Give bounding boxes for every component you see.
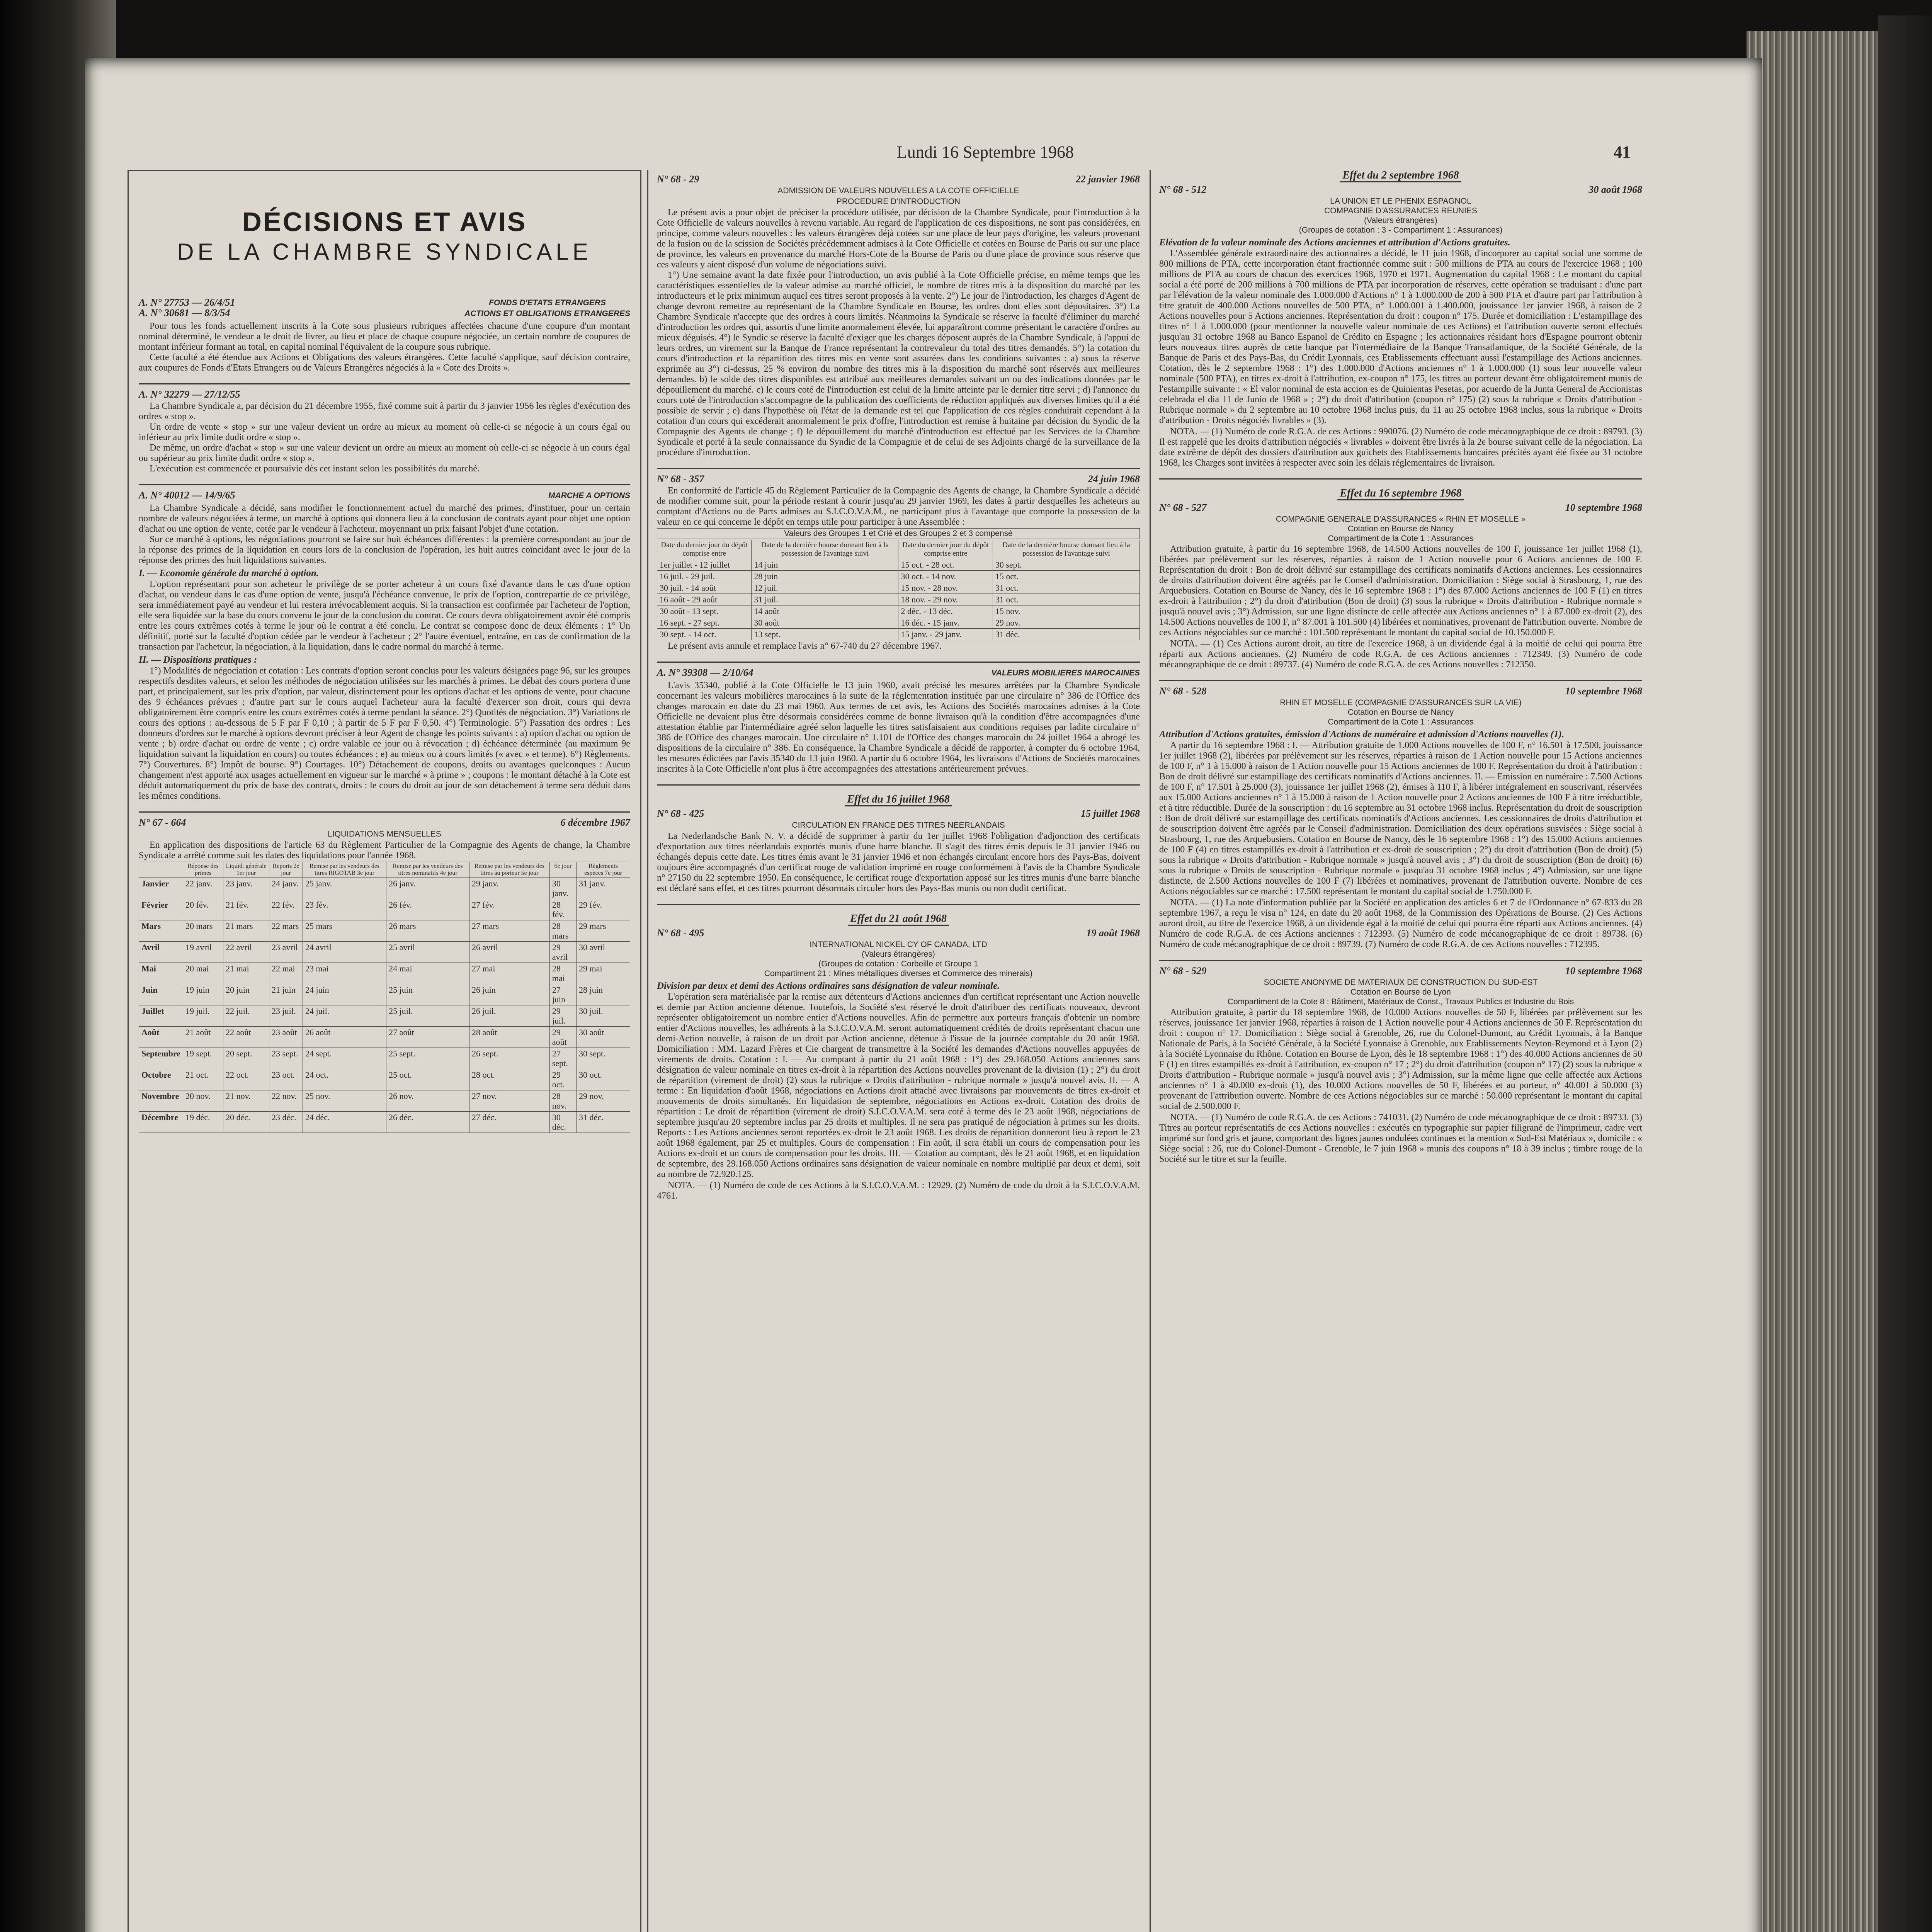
notice-title: LIQUIDATIONS MENSUELLES — [328, 830, 441, 838]
table-row — [139, 878, 630, 899]
book-cover-edge — [1878, 15, 1932, 1932]
notice-rhin-moselle-iard — [1159, 488, 1642, 670]
notice-foreign-funds — [139, 297, 630, 373]
table-cell: 29 fév. — [577, 899, 630, 920]
table-cell: 23 août — [269, 1027, 303, 1048]
table-cell: 24 juil. — [303, 1005, 386, 1027]
notice-ref: N° 68 - 512 — [1159, 184, 1207, 195]
notice-body: Attribution gratuite, à partir du 16 septembre 1968, de 14.500 Actions nouvelles de 100 F, jouissance 1er juillet 1968 (1), libérées par prélèvement sur les réserves, réparties à raison de 1 Action nouvelle pour 6 Actions anciennes de 100 F. Représentation du droit : Bon de droit délivré sur estampillage des certificats nominatifs d'Actions anciennes. Les cessionnaires de droits d'attribution doivent être agréés par le Conseil d'administration. Domiciliation : Siège social à Strasbourg, 1, rue des Arquebusiers. Cotation en Bourse de Nancy, dès le 16 septembre 1968 : 1°) des 87.000 Actions anciennes de 100 F (1) en titres ex-droit à l'attribution ; 2°) du droit d'attribution (Bon de droit) (3) sous la rubrique « Droits d'attribution - Rubrique normale » jusqu'à nouvel avis ; 3°) Admission, sur une ligne distincte de celle affectée aux Actions anciennes n° 1 à 87.000 ex-droit (2), des 14.500 Actions nouvelles de 100 F, n° 87.001 à 101.500 (4) libérées et nominatives, provenant de l'attribution ouverte. Nombre de ces Actions négociables sur ce marché : 101.500 représentant le montant du capital social de 10.150.000 F. — [1159, 544, 1642, 638]
notice-notes: NOTA. — (1) Numéro de code de ces Actions à la S.I.C.O.V.A.M. : 12929. (2) Numéro de code du droit à la S.I.C.O.V.A.M. 4761. — [657, 1180, 1140, 1201]
notice-materiaux-sud-est — [1159, 966, 1642, 1165]
table-cell: 27 juin — [549, 984, 576, 1005]
table-header-cell: Réponse des primes — [183, 862, 223, 878]
notice-stop-orders — [139, 389, 630, 474]
table-cell: 16 sept. - 27 sept. — [657, 617, 752, 629]
notice-body: Le présent avis a pour objet de préciser la procédure utilisée, par décision de la Chambre Syndicale, pour l'introduction à la Cote Officielle de valeurs nouvelles à revenu variable. Au regard de l'application de ces dispositions, ne sont pas considérées, en principe, comme valeurs nouvelles : les valeurs étrangères déjà cotées sur une place de leur pays d'origine, les valeurs provenant de la fusion ou de la scission de Sociétés précédemment admises à la Cote Officielle et cotées en Bourse de Paris ou sur une place de province, les valeurs en provenance du marché Hors-Cote de la Bourse de Paris ou d'une place de province sous réserve que ces valeurs y aient disposé d'un volume de négociations suivi. — [657, 207, 1140, 270]
table-header-cell: Reports 2e jour — [269, 862, 303, 878]
table-cell: 21 août — [183, 1027, 223, 1048]
table-row — [139, 984, 630, 1005]
table-cell: 19 déc. — [183, 1112, 223, 1133]
table-cell: 26 sept. — [469, 1048, 549, 1069]
table-row — [657, 571, 1140, 582]
notice-body: L'avis 35340, publié à la Cote Officielle le 13 juin 1960, avait précisé les mesures arrêtées par la Chambre Syndicale concernant les valeurs mobilières marocaines à la suite de la réglementation instituée par une circulaire n° 386 de l'Office des changes marocain en date du 23 mai 1960. Aux termes de cet avis, les Actions des Sociétés marocaines admises à la Cote Officielle ne devaient plus être désormais considérées comme de bonne livraison qu'à la condition d'être accompagnées d'une attestation établie par l'intermédiaire agréé selon laquelle les titres satisfaisaient aux conditions requises par ladite circulaire n° 386 de l'Office des changes marocain. Une circulaire n° 1.101 de l'Office des changes marocain du 24 juillet 1964 a abrogé les dispositions de la circulaire n° 386. En conséquence, la Chambre Syndicale a décidé de rapporter, à compter du 6 octobre 1964, les mesures édictées par l'avis 35340 du 13 juin 1960. A partir du 6 octobre 1964, les livraisons d'Actions de Sociétés marocaines inscrites à la Cote Officielle n'ont plus à être accompagnées des attestations antérieurement prévues. — [657, 680, 1140, 774]
table-cell: 28 août — [469, 1027, 549, 1048]
notice-rhin-moselle-vie — [1159, 686, 1642, 950]
notice-body: En application des dispositions de l'article 63 du Règlement Particulier de la Compagnie des Agents de change, la Chambre Syndicale a arrêté comme suit les dates des liquidations pour l'année 1968. — [139, 840, 630, 861]
company-detail: Compartiment 21 : Mines métalliques diverses et Commerce des minerais) — [764, 969, 1033, 978]
notice-inco — [657, 913, 1140, 1201]
table-cell: 21 fév. — [223, 899, 269, 920]
table-cell: 26 déc. — [386, 1112, 469, 1133]
notice-union-phenix — [1159, 170, 1642, 468]
notice-notes: NOTA. — (1) Numéro de code R.G.A. de ces Actions : 990076. (2) Numéro de code mécanographique de ce droit : 89793. (3) Il est rappelé que les droits d'attribution négociés « livrables » doivent être livrés à la 2e bourse suivant celle de la négociation. La date extrême de dépôt des dossiers d'attribution aux guichets des Etablissements bancaires précités ayant été fixée au 31 octobre 1968, les Charges sont invitées à respecter avec soin les délais réglementaires de livraison. — [1159, 427, 1642, 468]
table-cell: 24 mai — [386, 963, 469, 984]
table-cell: 13 sept. — [752, 629, 898, 640]
table-cell: 27 mai — [469, 963, 549, 984]
notice-deposit-dates — [657, 474, 1140, 651]
table-cell: 29 août — [549, 1027, 576, 1048]
table-cell: 27 fév. — [469, 899, 549, 920]
divider — [1159, 960, 1642, 961]
divider — [139, 811, 630, 813]
page-number: 41 — [1614, 143, 1631, 162]
table-cell: 27 sept. — [549, 1048, 576, 1069]
divider — [657, 904, 1140, 905]
table-row — [139, 1005, 630, 1027]
notice-body: L'Assemblée générale extraordinaire des actionnaires a décidé, le 11 juin 1968, d'incorporer au capital social une somme de 800 millions de PTA, cette incorporation étant fractionnée comme suit : 500 millions de PTA au cours de l'exercice 1968 ; 100 millions de PTA au cours de chacun des exercices 1968, 1970 et 1971. Augmentation du capital 1968 : Le montant du capital social a été porté de 200 millions à 700 millions de PTA par incorporation de réserves, cette opération se traduisant : d'une part par l'élévation de la valeur nominale des 1.000.000 d'Actions n° 1 à 1.000.000 de 200 à 500 PTA et d'autre part par l'attribution à titre gratuit de 400.000 Actions nouvelles de 500 PTA, n° 1.000.001 à 1.400.000, jouissance 1er janvier 1968, à raison de 2 Actions nouvelles pour 5 Actions anciennes. Représentation du droit : coupon n° 175. Durée et domiciliation : L'estampillage des titres n° 1 à 1.000.000 (pour mentionner la nouvelle valeur nominale de ces Actions) et l'attribution ouverte seront effectués jusqu'au 31 octobre 1968 au Banco Espanol de Crédito en Espagne ; les actionnaires résidant hors d'Espagne pourront obtenir leurs nouveaux titres auprès de cette banque par l'intermédiaire de la Banque Transatlantique, de la Société Générale, de la Banque de Paris et des Pays-Bas, du Crédit Lyonnais, ces Etablissements effectuant aussi l'estampillage des Actions anciennes. Cotation, dès le 2 septembre 1968 : 1°) des 1.000.000 d'Actions anciennes n° 1 à 1.000.000 (1) sous leur nouvelle valeur nominale (500 PTA), en titres ex-droit à l'attribution, ex-coupon n° 175, les titres au porteur devant être obligatoirement munis de l'estampille suivante : « El valor nominal de esta accion es de Quinientas Pesetas, por acuerdo de la Junta General de Accionistas celebrada el dia 11 de Junio de 1968 » ; 2°) du droit d'attribution (coupon n° 175) (2) sous la rubrique « Droits d'attribution - Rubrique normale » du 2 septembre au 10 octobre 1968 inclus puis, du 11 au 25 octobre 1968 inclus, sous la rubrique « Droits d'attribution - Droits négociés livrables » (3). — [1159, 248, 1642, 425]
company-name: RHIN ET MOSELLE (COMPAGNIE D'ASSURANCES SUR LA VIE) — [1280, 698, 1522, 707]
table-cell: 22 avril — [223, 942, 269, 963]
table-cell: 19 juil. — [183, 1005, 223, 1027]
table-row — [657, 605, 1140, 617]
table-cell: 28 juin — [577, 984, 630, 1005]
table-cell: 19 juin — [183, 984, 223, 1005]
notice-date: 10 septembre 1968 — [1565, 965, 1642, 976]
table-cell: 22 nov. — [269, 1090, 303, 1112]
table-cell: 25 nov. — [303, 1090, 386, 1112]
table-cell: 29 juil. — [549, 1005, 576, 1027]
table-cell: Juin — [139, 984, 183, 1005]
table-cell: 20 mai — [183, 963, 223, 984]
table-cell: 29 janv. — [469, 878, 549, 899]
table-cell: 28 juin — [752, 571, 898, 582]
notice-footer: Le présent avis annule et remplace l'avis n° 67-740 du 27 décembre 1967. — [668, 641, 942, 651]
notice-ref: N° 68 - 529 — [1159, 965, 1207, 976]
table-cell: 27 août — [386, 1027, 469, 1048]
column-rule — [1150, 170, 1151, 1932]
table-cell: Avril — [139, 942, 183, 963]
notice-subheading: II. — Dispositions pratiques : — [139, 655, 257, 665]
table-row — [657, 559, 1140, 571]
notice-date: 10 septembre 1968 — [1565, 502, 1642, 513]
table-cell: 15 nov. — [993, 605, 1139, 617]
table-row — [139, 1048, 630, 1069]
table-cell: 21 mai — [223, 963, 269, 984]
table-cell: 28 mai — [549, 963, 576, 984]
table-cell: 14 août — [752, 605, 898, 617]
table-cell: 30 avril — [577, 942, 630, 963]
table-cell: Novembre — [139, 1090, 183, 1112]
table-cell: 14 juin — [752, 559, 898, 571]
table-row — [139, 899, 630, 920]
company-name: INTERNATIONAL NICKEL CY OF CANADA, LTD — [810, 940, 987, 949]
table-cell: 31 déc. — [577, 1112, 630, 1133]
divider — [1159, 680, 1642, 681]
notice-body: De même, un ordre d'achat « stop » sur une valeur devient un ordre au mieux au moment où celle-ci se négocie à un cours égal ou supérieur au prix limite dudit ordre « stop ». — [139, 443, 630, 463]
notice-date: 6 décembre 1967 — [560, 817, 630, 828]
company-name: SOCIETE ANONYME DE MATERIAUX DE CONSTRUCTION DU SUD-EST — [1264, 978, 1538, 987]
notice-body: L'exécution est commencée et poursuivie dès cet instant selon les possibilités du marché. — [150, 464, 480, 474]
table-cell: 30 août - 13 sept. — [657, 605, 752, 617]
table-cell: 20 nov. — [183, 1090, 223, 1112]
company-detail: (Valeurs étrangères) — [1364, 216, 1437, 225]
notice-subheading: Attribution d'Actions gratuites, émission d'Actions de numéraire et admission d'Actions nouvelles (1). — [1159, 729, 1565, 740]
notice-body: L'opération sera matérialisée par la remise aux détenteurs d'Actions anciennes d'un certificat représentant une Action nouvelle et demie par Action ancienne détenue. Toutefois, la Société s'est réservé le droit d'attribuer des certificats nouveaux, devront représenter obligatoirement un nombre entier d'Actions nouvelles. Afin de permettre aux porteurs français d'obtenir un nombre entier d'Actions nouvelles, les adhérents à la S.I.C.O.V.A.M. seront automatiquement crédités de droits représentant chacun une demi-Action nouvelle, à raison de un droit par Action ancienne, détenue à l'issue de la journée comptable du 20 août 1968. Domiciliation : MM. Lazard Frères et Cie chargent de transmettre à la Société les demandes d'Actions nouvelles appuyées de virements de droits. Cotation : I. — Au comptant à partir du 21 août 1968 : 1°) des 29.168.050 Actions anciennes sans désignation de valeur nominale en titres ex-droit à la répartition des Actions nouvelles provenant de la division (1) ; 2°) du droit de répartition (virement de droit) (2) sous la rubrique « Droits d'attribution - rubrique normale » jusqu'à nouvel avis. II. — A terme : En liquidation d'août 1968, négociations en Actions droit attaché avec livraisons par mouvements de titres ex-droit et mouvements de droits simultanés. En liquidation de septembre, négociations en Actions ex-droit. Cotation des droits de répartition : Le droit de répartition (virement de droit) S.I.C.O.V.A.M. sera coté à terme dès le 23 août 1968, négociations de septembre jusqu'au 20 septembre inclus par 25 droits et multiples. Il ne sera pas pratiqué de négociation à primes sur les droits. Reports : Les Actions anciennes seront reportées ex-droit le 23 août 1968. Les droits de répartition donneront lieu à report le 23 août 1968 également, par 25 et multiples. Cours de compensation : Fin août, il sera établi un cours de compensation pour les Actions ex-droit et un cours de compensation pour les droits. III. — Cotation au comptant, dès le 21 août 1968, et en liquidation de septembre, des 29.168.050 Actions ordinaires sans désignation de valeur nominale en nombre multiplié par deux et demi, soit au nombre de 72.920.125. — [657, 992, 1140, 1179]
table-cell: 29 oct. — [549, 1069, 576, 1090]
table-cell: 22 fév. — [269, 899, 303, 920]
notice-title: MARCHE A OPTIONS — [548, 491, 630, 500]
table-cell: 1er juillet - 12 juillet — [657, 559, 752, 571]
table-row — [139, 1027, 630, 1048]
table-cell: 2 déc. - 13 déc. — [898, 605, 993, 617]
table-cell: 20 mars — [183, 920, 223, 942]
table-cell: 18 nov. - 29 nov. — [898, 594, 993, 605]
table-cell: 24 juin — [303, 984, 386, 1005]
table-header-cell: Date de la dernière bourse donnant lieu à la possession de l'avantage suivi — [752, 540, 898, 559]
table-row — [139, 1069, 630, 1090]
table-cell: 26 janv. — [386, 878, 469, 899]
notice-ref: A. N° 32279 — 27/12/55 — [139, 389, 240, 400]
table-cell: 31 oct. — [993, 594, 1139, 605]
divider — [657, 468, 1140, 469]
table-cell: 21 oct. — [183, 1069, 223, 1090]
table-cell: 26 nov. — [386, 1090, 469, 1112]
deposit-dates-table — [657, 540, 1140, 640]
company-detail: Compartiment de la Cote 1 : Assurances — [1328, 534, 1474, 543]
table-cell: 21 mars — [223, 920, 269, 942]
notice-body: La Chambre Syndicale a, par décision du 21 décembre 1955, fixé comme suit à partir du 3 janvier 1956 les règles d'exécution des ordres « stop ». — [139, 401, 630, 422]
table-cell: 22 janv. — [183, 878, 223, 899]
company-name: COMPAGNIE D'ASSURANCES REUNIES — [1324, 206, 1477, 215]
table-cell: 30 août — [752, 617, 898, 629]
table-cell: 31 oct. — [993, 582, 1139, 594]
notice-ref: N° 68 - 527 — [1159, 502, 1207, 513]
notice-body: 1°) Une semaine avant la date fixée pour l'introduction, un avis publié à la Cote Officielle précise, en même temps que les caractéristiques essentielles de la valeur admise au marché officiel, le nombre de titres mis à la disposition du marché par les introducteurs et le prix minimum auquel ces titres seront proposés à la vente. 2°) Le jour de l'introduction, les charges d'Agent de change devront remettre au représentant de la Chambre Syndicale en Bourse, les ordres dont elles sont dépositaires. 3°) La Chambre Syndicale n'accepte que des ordres à cours limités. Néanmoins la Syndicale se réserve la faculté d'éliminer du marché d'introduction les ordres qui, assortis d'une limite anormalement élevée, lui apparaîtront comme présentant le caractère d'ordres au mieux déguisés. 4°) le Syndic se réserve la faculté d'exiger que les charges déposent auprès de la Chambre Syndicale, à l'appui de leurs ordres, un virement sur la Banque de France représentant la contrevaleur du total des titres demandés. 5°) la cotation du cours d'introduction et la répartition des titres mis en vente sont assurées dans les conditions suivantes : a) sous la réserve exprimée au 3°) ci-dessus, 25 % environ du nombre des titres mis à la disposition du marché sont réservés aux meilleures demandes. b) le solde des titres disponibles est attribué aux meilleures demandes suivant un ou des indications données par le dépouillement du marché. c) le cours coté de l'introduction est celui de la limite atteinte par le dernier titre servi ; d) l'annonce du cours coté de l'introduction s'accompagne de la publication des coefficients de réduction appliqués aux diverses limites qu'il a été possible de servir ; e) dans l'hypothèse où l'état de la demande est tel que l'application de ces règles conduirait cependant à la cotation d'un cours qui excéderait anormalement le prix d'offre, l'introduction est remise à huitaine par décision du Syndic de la Compagnie des Agents de change ; f) le dépouillement du marché d'introduction est effectué par les Services de la Chambre Syndicale et porté à la seule connaissance du Syndic de la Compagnie et de celui de ses Adjoints chargé de la surveillance de la procédure d'introduction. — [657, 270, 1140, 457]
table-cell: 23 sept. — [269, 1048, 303, 1069]
notice-subheading: I. — Economie générale du marché à option. — [139, 568, 319, 578]
table-cell: 28 nov. — [549, 1090, 576, 1112]
table-cell: 29 avril — [549, 942, 576, 963]
table-cell: Février — [139, 899, 183, 920]
section-title: DÉCISIONS ET AVIS — [242, 207, 527, 237]
table-cell: 31 janv. — [577, 878, 630, 899]
column-left — [128, 170, 641, 1932]
table-cell: 24 sept. — [303, 1048, 386, 1069]
table-cell: 22 oct. — [223, 1069, 269, 1090]
notice-title: CIRCULATION EN FRANCE DES TITRES NEERLANDAIS — [792, 821, 1005, 830]
notice-ref: N° 68 - 29 — [657, 173, 699, 185]
table-cell: 25 avril — [386, 942, 469, 963]
table-cell: 27 nov. — [469, 1090, 549, 1112]
notice-body: Attribution gratuite, à partir du 18 septembre 1968, de 10.000 Actions nouvelles de 50 F, libérées par prélèvement sur les réserves, jouissance 1er janvier 1968, réparties à raison de 1 Action nouvelle pour 4 Actions anciennes de 50 F. Représentation du droit : coupon n° 17. Domiciliation : Siège social à Grenoble, 26, rue du Colonel-Dumont, au Crédit Lyonnais, à la Banque Nationale de Paris, à la Société Générale, à la Société Lyonnaise à Grenoble, aux Etablissements Neyton-Reymond et à Lyon (2) à la Société Lyonnaise du Rhône. Cotation en Bourse de Lyon, dès le 18 septembre 1968 : 1°) des 40.000 Actions anciennes de 50 F (1) en titres estampillés ex-droit à l'attribution, ex-coupon n° 17 ; 2°) du droit d'attribution (coupon n° 17) (2) sous la rubrique « Droits d'attribution - Rubrique normale » jusqu'à nouvel avis ; 3°) Admission, sur la même ligne que celle affectée aux Actions anciennes n° 1 à 40.000 ex-droit (1), des 10.000 Actions nouvelles de 50 F, libérées et au porteur, n° 40.001 à 50.000 (3) provenant de l'attribution ouverte. Nombre de ces Actions négociables sur ce marché : 50.000 représentant le montant du capital social de 2.500.000 F. — [1159, 1007, 1642, 1111]
table-header-cell: Remise par les vendeurs des titres RIGOTAB 3e jour — [303, 862, 386, 878]
effective-date: Effet du 16 septembre 1968 — [1337, 487, 1464, 500]
notice-ref: A. N° 40012 — 14/9/65 — [139, 490, 235, 501]
company-name: COMPAGNIE GENERALE D'ASSURANCES « RHIN ET MOSELLE » — [1276, 515, 1526, 524]
notice-ref: N° 68 - 495 — [657, 927, 704, 939]
table-cell: Mai — [139, 963, 183, 984]
effective-date: Effet du 16 juillet 1968 — [845, 793, 952, 806]
table-row — [139, 1090, 630, 1112]
notice-date: 10 septembre 1968 — [1565, 685, 1642, 697]
table-cell: 30 déc. — [549, 1112, 576, 1133]
column-rule — [647, 170, 648, 1932]
company-detail: Cotation en Bourse de Lyon — [1350, 988, 1451, 997]
table-header-cell: Remise par les vendeurs des titres nominatifs 4e jour — [386, 862, 469, 878]
notice-notes: NOTA. — (1) Numéro de code R.G.A. de ces Actions : 741031. (2) Numéro de code mécanographique de ce droit : 89733. (3) Titres au porteur représentatifs de ces Actions nouvelles : exécutés en typographie sur papier filigrané de l'imprimeur, cadre vert imprimé sur fond gris et jaune, comportant des lignes jaunes ondulées continues et la mention « Sud-Est Matériaux », domicile : « Siège social : 26, rue du Colonel-Dumont - Grenoble, le 7 juin 1968 » munis des coupons n° 18 à 39 inclus ; timbre rouge de la Société sur le titre et sur la feuille. — [1159, 1112, 1642, 1164]
table-cell: 30 sept. - 14 oct. — [657, 629, 752, 640]
table-cell: Septembre — [139, 1048, 183, 1069]
table-row — [139, 942, 630, 963]
company-detail: Compartiment de la Cote 8 : Bâtiment, Matériaux de Const., Travaux Publics et Industrie du Bois — [1227, 997, 1574, 1006]
table-cell: Août — [139, 1027, 183, 1048]
table-row — [139, 1112, 630, 1133]
table-cell: 23 oct. — [269, 1069, 303, 1090]
company-detail: Cotation en Bourse de Nancy — [1347, 708, 1454, 717]
table-header-cell — [139, 862, 183, 878]
settlement-table — [139, 862, 630, 1133]
notice-date: 24 juin 1968 — [1088, 473, 1140, 485]
table-cell: 22 juil. — [223, 1005, 269, 1027]
table-cell: 25 sept. — [386, 1048, 469, 1069]
notice-date: 15 juillet 1968 — [1080, 808, 1140, 819]
section-subtitle: DE LA CHAMBRE SYNDICALE — [177, 239, 592, 265]
notice-date: 22 janvier 1968 — [1075, 173, 1140, 185]
notice-notes: NOTA. — (1) La note d'information publiée par la Société en application des articles 6 et 7 de l'Ordonnance n° 67-833 du 28 septembre 1967, a reçu le visa n° 124, en date du 20 août 1968, de la Commission des Opérations de Bourse. (2) Ces Actions auront droit, au titre de l'exercice 1968, à un dividende égal à la moitié de celui qui pourra être réparti aux Actions anciennes. (4) Numéro de code R.G.A. de ces Actions anciennes : 712393. (5) Numéro de code mécanographique de ce droit : 89738. (6) Numéro de code mécanographique de ce droit : 89739. (7) Numéro de code R.G.A. de ces Actions nouvelles : 712395. — [1159, 898, 1642, 949]
page-date: Lundi 16 Septembre 1968 — [896, 143, 1074, 162]
table-cell: 25 juin — [386, 984, 469, 1005]
table-header-cell: Date du dernier jour du dépôt comprise entre — [898, 540, 993, 559]
table-cell: 25 juil. — [386, 1005, 469, 1027]
company-detail: Cotation en Bourse de Nancy — [1347, 524, 1454, 533]
table-cell: 15 oct. — [993, 571, 1139, 582]
table-cell: 30 sept. — [577, 1048, 630, 1069]
divider — [657, 662, 1140, 663]
notice-moroccan-securities — [657, 667, 1140, 774]
table-cell: 30 juil. — [577, 1005, 630, 1027]
table-cell: 22 mars — [269, 920, 303, 942]
effective-date: Effet du 2 septembre 1968 — [1340, 170, 1461, 182]
table-cell: 16 août - 29 août — [657, 594, 752, 605]
table-cell: 26 mars — [386, 920, 469, 942]
table-row — [657, 582, 1140, 594]
notice-notes: NOTA. — (1) Ces Actions auront droit, au titre de l'exercice 1968, à un dividende égal à la moitié de celui qui pourra être réparti aux Actions anciennes. (2) Numéro de code R.G.A. de ces Actions anciennes : 712349. (3) Numéro de code mécanographique de ce droit : 89737. (4) Numéro de code R.G.A. de ces Actions nouvelles : 712350. — [1159, 639, 1642, 670]
notice-introduction-procedure — [657, 174, 1140, 458]
table-cell: 23 déc. — [269, 1112, 303, 1133]
notice-ref: N° 68 - 357 — [657, 473, 704, 485]
table-cell: 29 mai — [577, 963, 630, 984]
notice-body: L'option représentant pour son acheteur le privilège de se porter acheteur à un cours fixé d'avance dans le cas d'une option d'achat, ou vendeur dans le cas d'une option de vente, jusqu'à l'échéance convenue, le prix de l'option, contrepartie de ce privilège, sera immédiatement payé au vendeur et lui restera irrévocablement acquis. Si la transaction est confirmée par l'acheteur de l'option, elle sera liquidée sur la base du cours convenu le jour de la conclusion du contrat. Ce cours devra obligatoirement avoir été compris entre les cours extrêmes cotés à terme le jour où le contrat a été conclu. Le contrat se compose donc de deux éléments : 1° Un définitif, porté sur la faculté d'option cédée par le vendeur à l'acheteur ; 2° l'autre éventuel, entraîne, en cas de confirmation de la transaction par l'acheteur, la négociation, à la liquidation, dans le cadre normal du marché à terme. — [139, 579, 630, 652]
table-cell: 30 oct. - 14 nov. — [898, 571, 993, 582]
table-cell: 23 avril — [269, 942, 303, 963]
table-cell: Octobre — [139, 1069, 183, 1090]
table-cell: 25 oct. — [386, 1069, 469, 1090]
notice-options-market — [139, 490, 630, 801]
notice-ref: A. N° 39308 — 2/10/64 — [657, 667, 753, 678]
notice-body: En conformité de l'article 45 du Règlement Particulier de la Compagnie des Agents de change, la Chambre Syndicale a décidé de modifier comme suit, pour la période restant à courir jusqu'au 29 janvier 1969, les dates à partir desquelles les acheteurs au comptant d'Actions ou de Parts admises au S.I.C.O.V.A.M., ne participant plus à l'avantage que comporte la possession de la valeur en ce qui concerne le dépôt en temps utile pour participer à une Assemblée : — [657, 486, 1140, 527]
notice-title: ACTIONS ET OBLIGATIONS ETRANGERES — [464, 309, 630, 318]
table-cell: 31 déc. — [993, 629, 1139, 640]
notice-ref: A. N° 27753 — 26/4/51 — [139, 297, 235, 308]
table-header-cell: Date du dernier jour du dépôt comprise entre — [657, 540, 752, 559]
divider — [1159, 478, 1642, 480]
table-cell: 22 mai — [269, 963, 303, 984]
table-caption: Valeurs des Groupes 1 et Crié et des Groupes 2 et 3 compensé — [657, 528, 1140, 539]
table-cell: 26 avril — [469, 942, 549, 963]
table-cell: 16 juil. - 29 juil. — [657, 571, 752, 582]
table-header-cell: Règlements espèces 7e jour — [577, 862, 630, 878]
notice-body: 1°) Modalités de négociation et cotation : Les contrats d'option seront conclus pour les valeurs désignées page 96, sur les groupes respectifs desdites valeurs, et selon les méthodes de négociation utilisées sur les marchés à primes. Le débat des cours portera d'une part, et principalement, sur les prix d'option, par valeur, distinctement pour les options d'achat et les options de vente, pour chacune des 9 échéances prévues ; d'autre part sur le cours auquel l'acheteur aura la faculté d'exercer son droit, cours qui devra obligatoirement être compris entre les cours extrêmes cotés à terme pendant la séance. 2°) Quotités de négociation. 3°) Variations de cours des options : au-dessous de 5 F par F 0,10 ; à partir de 5 F par F 0,50. 4°) Terminologie. 5°) Passation des ordres : Les donneurs d'ordres sur le marché à options devront préciser à leur Agent de change les points suivants : a) option d'achat ou option de vente ; b) ordre d'achat ou ordre de vente ; c) ordre valable ce jour ou à révocation ; d) échéance déterminée (au maximum 9e liquidation suivant la liquidation en cours) ou toutes échéances ; e) au mieux ou à cours limités (« avec » et terme). 6°) Règlements. 7°) Couvertures. 8°) Impôt de bourse. 9°) Courtages. 10°) Détachement de coupons, droits ou avantages quelconques : Aucun changement n'est apporté aux usages actuellement en vigueur sur le marché « à prime » ; coupons : le montant détaché à la Cote est déduit automatiquement du prix de base des contrats, droits : le cours du droit au jour de son détachement à terme sera déduit dans les mêmes conditions. — [139, 666, 630, 801]
company-detail: (Groupes de cotation : Corbeille et Groupe 1 — [818, 959, 978, 968]
table-cell: 19 sept. — [183, 1048, 223, 1069]
table-cell: 30 janv. — [549, 878, 576, 899]
effective-date: Effet du 21 août 1968 — [848, 913, 949, 926]
table-cell: 30 sept. — [993, 559, 1139, 571]
table-cell: 26 fév. — [386, 899, 469, 920]
notice-body: A partir du 16 septembre 1968 : I. — Attribution gratuite de 1.000 Actions nouvelles de 100 F, n° 16.501 à 17.500, jouissance 1er juillet 1968 (2), libérées par prélèvement sur les réserves, réparties à raison de 1 Action nouvelle pour 15 Actions anciennes de 100 F, n° 1 à 15.000 à raison de 1 Action nouvelle pour 15 Actions anciennes de 100 F. Représentation du droit à l'attribution : Bon de droit délivré sur estampillage des certificats nominatifs d'Actions anciennes. II. — Emission en numéraire : 7.500 Actions de 100 F, n° 17.501 à 25.000 (3), jouissance 1er juillet 1968 (2), émises à 110 F, à libérer intégralement en souscrivant, réservées aux 15.000 Actions anciennes n° 1 à 15.000 à raison de 1 Action nouvelle pour 2 Actions anciennes de 100 F à titre irréductible, et à titre réductible. Durée de la souscription : du 16 septembre au 31 octobre 1968 inclus. Représentation du droit de souscription : Bon de droit délivré sur estampillage des certificats nominatifs d'Actions anciennes. Les cessionnaires de droits d'attribution et de souscription doivent être agréés par le Conseil d'administration. Domiciliation des deux opérations susvisées : Siège social à Strasbourg, 1, rue des Arquebusiers. Cotation en Bourse de Nancy, dès le 16 septembre 1968 : 1°) des 15.000 Actions anciennes de 100 F (4) en titres estampillés ex-droit à l'attribution et ex-droit de souscription ; 2°) du droit d'attribution (Bon de droit) (5) sous la rubrique « Droits d'attribution - Rubrique normale » jusqu'à nouvel avis ; 3°) du droit de souscription (Bon de droit) (6) sous la rubrique « Droits de souscription - Rubrique normale » jusqu'au 31 octobre 1968 inclus ; 4°) Admission, sur une ligne distincte, de 2.500 Actions nouvelles de 100 F (7) libérées et nominatives, provenant de l'attribution ouverte. Nombre de ces Actions négociables sur ce marché : 17.500 représentant le montant du capital social de 1.750.000 F. — [1159, 740, 1642, 896]
table-cell: 30 août — [577, 1027, 630, 1048]
notice-date: 19 août 1968 — [1086, 927, 1140, 939]
table-cell: 29 nov. — [993, 617, 1139, 629]
table-cell: 20 fév. — [183, 899, 223, 920]
table-cell: 23 mai — [303, 963, 386, 984]
table-cell: 24 avril — [303, 942, 386, 963]
notice-dutch-securities — [657, 794, 1140, 894]
table-cell: 26 juin — [469, 984, 549, 1005]
notice-date: 30 août 1968 — [1588, 184, 1642, 195]
table-header-cell: Remise par les vendeurs des titres au porteur 5e jour — [469, 862, 549, 878]
table-row — [657, 594, 1140, 605]
notice-subheading: Elévation de la valeur nominale des Actions anciennes et attribution d'Actions gratuites. — [1159, 237, 1510, 248]
notice-body: Sur ce marché à options, les négociations pourront se faire sur huit échéances différentes : la première correspondant au jour de la réponse des primes de la liquidation en cours lors de la conclusion de l'opération, les huit autres coïncidant avec le jour de la réponse des primes des huit liquidations suivantes. — [139, 534, 630, 565]
table-cell: 23 fév. — [303, 899, 386, 920]
notice-title: FONDS D'ETATS ETRANGERS — [489, 298, 606, 307]
table-cell: 15 janv. - 29 janv. — [898, 629, 993, 640]
table-cell: 21 nov. — [223, 1090, 269, 1112]
notice-ref: N° 68 - 425 — [657, 808, 704, 819]
notice-title: ADMISSION DE VALEURS NOUVELLES A LA COTE OFFICIELLE — [777, 186, 1019, 195]
table-cell: 12 juil. — [752, 582, 898, 594]
table-cell: 22 août — [223, 1027, 269, 1048]
notice-body: Cette faculté a été étendue aux Actions et Obligations des valeurs étrangères. Cette faculté s'applique, sauf décision contraire, aux coupures de Fonds d'Etats Etrangers ou de Valeurs Etrangères négociés à la « Cote des Droits ». — [139, 352, 630, 373]
notice-title: PROCEDURE D'INTRODUCTION — [836, 197, 961, 206]
notice-title: VALEURS MOBILIERES MAROCAINES — [991, 668, 1140, 677]
divider — [139, 484, 630, 485]
divider — [139, 383, 630, 384]
table-row — [139, 963, 630, 984]
table-cell: 27 déc. — [469, 1112, 549, 1133]
notice-ref: N° 68 - 528 — [1159, 685, 1207, 697]
table-cell: 26 juil. — [469, 1005, 549, 1027]
table-cell: 20 juin — [223, 984, 269, 1005]
table-cell: 15 oct. - 28 oct. — [898, 559, 993, 571]
table-cell: 29 nov. — [577, 1090, 630, 1112]
table-cell: Juillet — [139, 1005, 183, 1027]
company-detail: (Valeurs étrangères) — [862, 950, 935, 959]
table-cell: 23 juil. — [269, 1005, 303, 1027]
table-cell: 30 juil. - 14 août — [657, 582, 752, 594]
table-cell: 19 avril — [183, 942, 223, 963]
notice-ref: N° 67 - 664 — [139, 817, 186, 828]
company-name: LA UNION ET LE PHENIX ESPAGNOL — [1330, 197, 1471, 206]
column-middle — [653, 170, 1144, 1932]
table-cell: 16 déc. - 15 janv. — [898, 617, 993, 629]
notice-ref: A. N° 30681 — 8/3/54 — [139, 307, 230, 318]
table-cell: 31 juil. — [752, 594, 898, 605]
table-cell: 24 oct. — [303, 1069, 386, 1090]
table-cell: 28 mars — [549, 920, 576, 942]
table-cell: 23 janv. — [223, 878, 269, 899]
table-cell: Mars — [139, 920, 183, 942]
table-cell: 20 sept. — [223, 1048, 269, 1069]
table-cell: 20 déc. — [223, 1112, 269, 1133]
table-cell: 24 déc. — [303, 1112, 386, 1133]
table-cell: 29 mars — [577, 920, 630, 942]
table-header-cell: Date de la dernière bourse donnant lieu à la possession de l'avantage suivi — [993, 540, 1139, 559]
table-cell: 25 janv. — [303, 878, 386, 899]
table-row — [139, 920, 630, 942]
table-cell: 21 juin — [269, 984, 303, 1005]
notice-body: Pour tous les fonds actuellement inscrits à la Cote sous plusieurs rubriques affectées chacune d'une coupure d'un montant nominal déterminé, le vendeur a le droit de livrer, au lieu et place de chaque coupure négociée, un certain nombre de coupures de montant inférieur formant au total, en capital nominal l'équivalent de la coupure sous rubrique. — [139, 321, 630, 352]
table-cell: 24 janv. — [269, 878, 303, 899]
company-detail: (Groupes de cotation : 3 - Compartiment 1 : Assurances) — [1299, 226, 1503, 235]
table-cell: 15 nov. - 28 nov. — [898, 582, 993, 594]
company-detail: Compartiment de la Cote 1 : Assurances — [1328, 718, 1474, 726]
notice-body: La Nederlandsche Bank N. V. a décidé de supprimer à partir du 1er juillet 1968 l'obligation d'adjonction des certificats d'exportation aux titres néerlandais exportés munis d'une barre blanche. Il s'agit des titres émis depuis le 31 janvier 1946 ou échangés depuis cette date. Les titres émis avant le 31 janvier 1946 et non échangés circulant encore hors des Pays-Bas, doivent toujours être accompagnés d'un certificat rouge de validation imprimé en rouge conformément à l'avis de la Chambre Syndicale n° 27150 du 22 septembre 1950. En conséquence, le certificat rouge d'exportation apposé sur les titres munis d'une barre blanche est déclaré sans effet, et ces titres pourront désormais circuler hors des Pays-Bas munis ou non dudit certificat. — [657, 831, 1140, 893]
notice-monthly-settlements — [139, 817, 630, 1133]
divider — [657, 784, 1140, 786]
table-cell: Décembre — [139, 1112, 183, 1133]
table-cell: 30 oct. — [577, 1069, 630, 1090]
notice-subheading: Division par deux et demi des Actions ordinaires sans désignation de valeur nominale. — [657, 981, 1000, 991]
table-cell: Janvier — [139, 878, 183, 899]
table-row — [657, 617, 1140, 629]
table-header-cell: Liquid. générale 1er jour — [223, 862, 269, 878]
table-row — [657, 629, 1140, 640]
table-header-cell: 6e jour — [549, 862, 576, 878]
table-cell: 25 mars — [303, 920, 386, 942]
column-right — [1155, 170, 1646, 1932]
table-cell: 28 oct. — [469, 1069, 549, 1090]
table-cell: 27 mars — [469, 920, 549, 942]
table-cell: 28 fév. — [549, 899, 576, 920]
notice-body: La Chambre Syndicale a décidé, sans modifier le fonctionnement actuel du marché des primes, d'instituer, pour un certain nombre de valeurs négociées à terme, un marché à options qui donnera lieu à la conclusion de contrats ayant pour objet une option d'achat ou une option de vente, cotée par le vendeur à l'acheteur, moyennant un prix faisant l'objet d'une cotation. — [139, 503, 630, 534]
notice-body: Un ordre de vente « stop » sur une valeur devient un ordre au mieux au moment où celle-ci se négocie à un cours égal ou inférieur au prix limite dudit ordre « stop ». — [139, 422, 630, 442]
table-cell: 26 août — [303, 1027, 386, 1048]
